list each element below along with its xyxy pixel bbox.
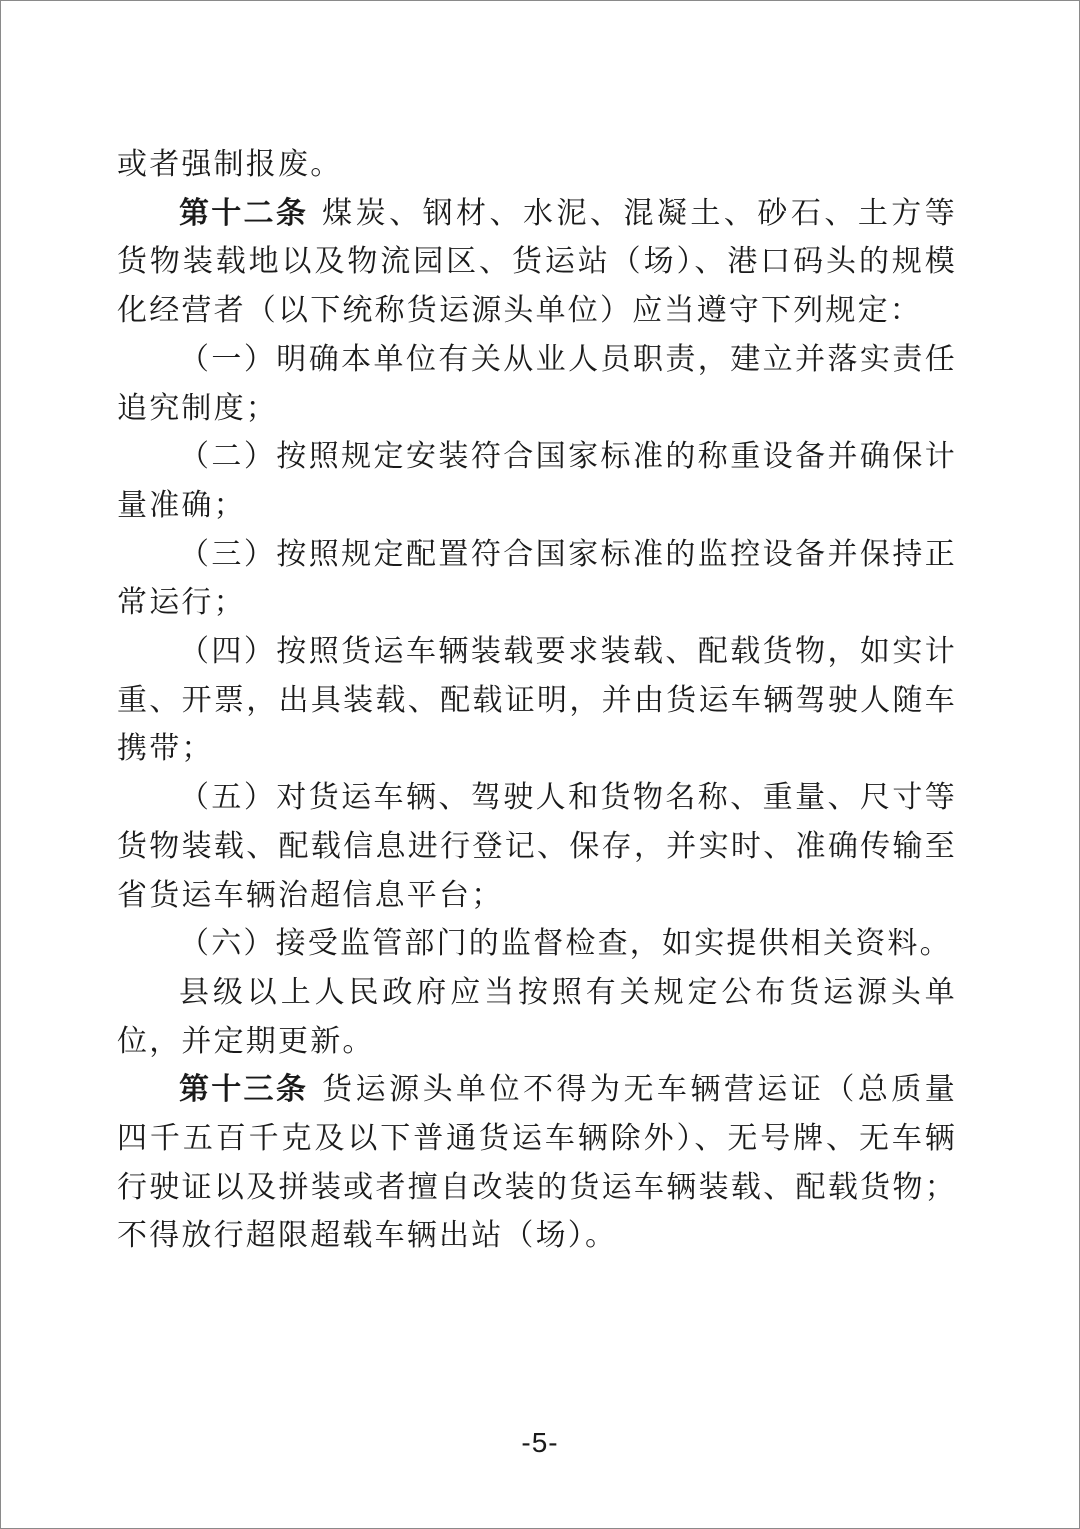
paragraph-text: （二）按照规定安装符合国家标准的称重设备并确保计量准确； <box>117 439 957 523</box>
clause-6 <box>117 920 957 969</box>
article-12-paragraph <box>117 190 957 336</box>
paragraph-text: （五）对货运车辆、驾驶人和货物名称、重量、尺寸等货物装载、配载信息进行登记、保存，并实时、准确传输至省货运车辆治超信息平台； <box>117 780 957 913</box>
clause-3 <box>117 531 957 628</box>
paragraph-continuation <box>117 141 957 190</box>
clause-2 <box>117 433 957 530</box>
paragraph-text: 货运源头单位不得为无车辆营运证（总质量四千五百千克及以下普通货运车辆除外）、无号牌、无车辆行驶证以及拼装或者擅自改装的货运车辆装载、配载货物；不得放行超限超载车辆出站（场）。 <box>117 1072 957 1254</box>
clause-5 <box>117 774 957 920</box>
page-number: -5- <box>521 1427 559 1458</box>
article-number: 第十三条 <box>179 1072 309 1108</box>
paragraph-text: （四）按照货运车辆装载要求装载、配载货物，如实计重、开票，出具装载、配载证明，并由货运车辆驾驶人随车携带； <box>117 634 957 767</box>
clause-1 <box>117 336 957 433</box>
article-13-paragraph <box>117 1066 957 1261</box>
paragraph-text: （一）明确本单位有关从业人员职责，建立并落实责任追究制度； <box>117 341 957 426</box>
paragraph-text: 煤炭、钢材、水泥、混凝土、砂石、土方等货物装载地以及物流园区、货运站（场）、港口码头的规模化经营者（以下统称货运源头单位）应当遵守下列规定： <box>117 195 957 329</box>
article-number: 第十二条 <box>179 195 309 231</box>
paragraph-text: （三）按照规定配置符合国家标准的监控设备并保持正常运行； <box>117 536 957 621</box>
clause-4 <box>117 628 957 774</box>
document-body <box>117 141 957 1261</box>
paragraph-text: （六）接受监管部门的监督检查，如实提供相关资料。 <box>179 926 952 962</box>
paragraph-text: 或者强制报废。 <box>117 147 343 182</box>
publication-paragraph <box>117 969 957 1066</box>
paragraph-text: 县级以上人民政府应当按照有关规定公布货运源头单位，并定期更新。 <box>117 974 957 1059</box>
